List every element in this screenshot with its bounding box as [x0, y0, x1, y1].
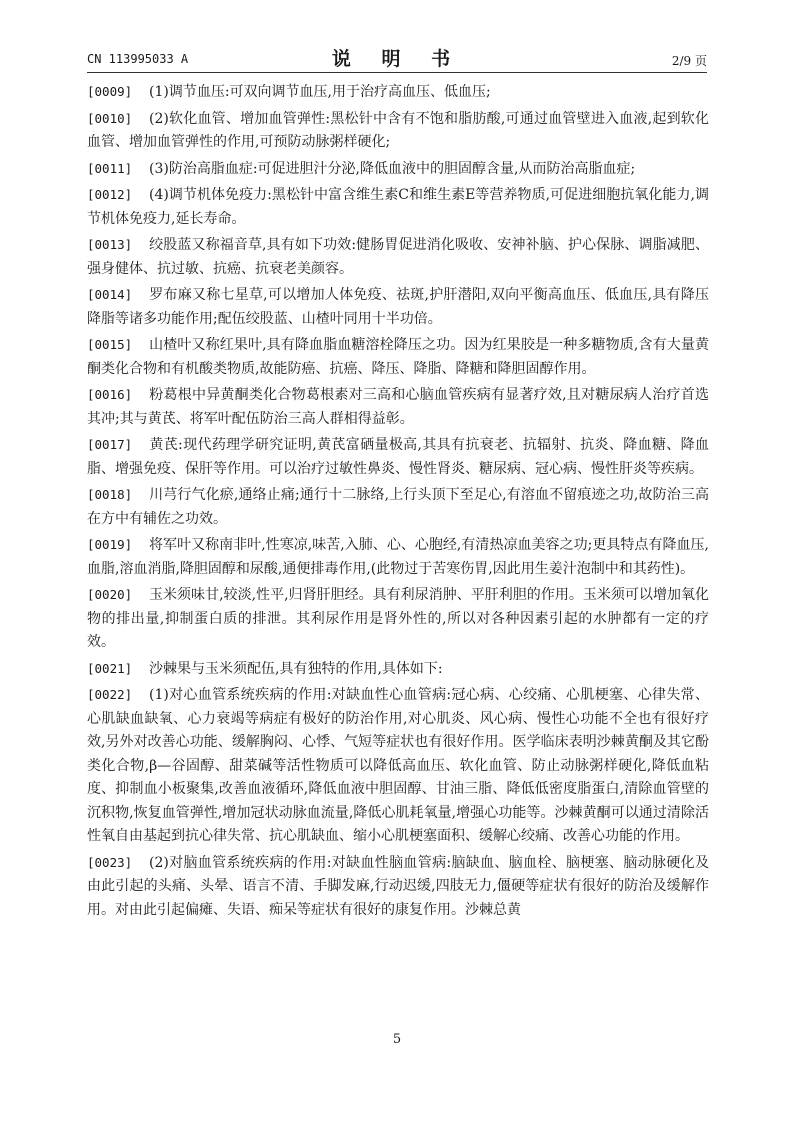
page-number: 5: [392, 1032, 402, 1047]
paragraph: [87, 583, 709, 655]
paragraph: [87, 283, 709, 331]
paragraph-text: 黄芪:现代药理学研究证明,黄芪富硒量极高,其具有抗衰老、抗辐射、抗炎、降血糖、降血脂、增强免疫、保肝等作用。可以治疗过敏性鼻炎、慢性肾炎、糖尿病、冠心病、慢性肝炎等疾病。: [87, 437, 709, 477]
document-number: CN 113995033 A: [87, 52, 189, 66]
paragraph-number: [0022]: [87, 687, 133, 702]
paragraph-text: 玉米须味甘,较淡,性平,归肾肝胆经。具有利尿消肿、平肝利胆的作用。玉米须可以增加氧化物的排出量,抑制蛋白质的排泄。其利尿作用是肾外性的,所以对各种因素引起的水肿都有一定的疗效。: [87, 587, 709, 650]
paragraph-text: 粉葛根中异黄酮类化合物葛根素对三高和心脑血管疾病有显著疗效,且对糖尿病人治疗首选其冲;其与黄芪、将军叶配伍防治三高人群相得益彰。: [87, 387, 709, 427]
paragraph: [87, 107, 709, 155]
paragraph-number: [0015]: [87, 337, 133, 352]
paragraph-text: 绞股蓝又称福音草,具有如下功效:健肠胃促进消化吸收、安神补脑、护心保脉、调脂减肥、强身健体、抗过敏、抗癌、抗衰老美颜容。: [87, 237, 709, 277]
paragraph: [87, 433, 709, 481]
paragraph: [87, 851, 709, 923]
paragraph: [87, 183, 709, 231]
paragraph-text: (3)防治高脂血症:可促进胆汁分泌,降低血液中的胆固醇含量,从而防治高脂血症;: [149, 160, 636, 177]
document-title: 说 明 书: [331, 48, 463, 70]
paragraph: [87, 333, 709, 381]
paragraph: [87, 80, 709, 105]
document-body: [87, 80, 709, 924]
paragraph-text: 将军叶又称南非叶,性寒凉,味苦,入肺、心、心胞经,有清热凉血美容之功;更具特点有降血压,血脂,溶血消脂,降胆固醇和尿酸,通便排毒作用,(此物过于苦寒伤胃,因此用生姜汁泡制中和其药性)。: [87, 537, 709, 577]
paragraph: [87, 657, 709, 682]
paragraph-number: [0014]: [87, 287, 133, 302]
page-header: [87, 44, 707, 70]
paragraph-number: [0019]: [87, 537, 133, 552]
paragraph: [87, 157, 709, 182]
paragraph-text: 沙棘果与玉米须配伍,具有独特的作用,具体如下:: [149, 660, 443, 677]
paragraph-number: [0016]: [87, 387, 133, 402]
paragraph-number: [0020]: [87, 587, 133, 602]
paragraph-text: 川芎行气化瘀,通络止痛;通行十二脉络,上行头顶下至足心,有溶血不留痕迹之功,故防治三高在方中有辅佐之功效。: [87, 487, 709, 527]
paragraph-text: (1)对心血管系统疾病的作用:对缺血性心血管病:冠心病、心绞痛、心肌梗塞、心律失常、心肌缺血缺氧、心力衰竭等病症有极好的防治作用,对心肌炎、风心病、慢性心功能不全也有很好疗效,另外对改善心功能、缓解胸闷、心悸、气短等症状也有很好作用。医学临床表明沙棘黄酮及其它酚类化合物,β—谷固醇、甜菜碱等活性物质可以降低高血压、软化血管、防止动脉粥样硬化,降低血粘度、抑制血小板聚集,改善血液循环,降低血液中胆固醇、甘油三脂、降低低密度脂蛋白,清除血管壁的沉积物,恢复血管弹性,增加冠状动脉血流量,降低心肌耗氧量,增强心功能等。沙棘黄酮可以通过清除活性氧自由基起到抗心律失常、抗心肌缺血、缩小心肌梗塞面积、缓解心绞痛、改善心功能的作用。: [87, 687, 709, 844]
paragraph-text: (2)软化血管、增加血管弹性:黑松针中含有不饱和脂肪酸,可通过血管壁进入血液,起到软化血管、增加血管弹性的作用,可预防动脉粥样硬化;: [87, 110, 709, 150]
paragraph: [87, 483, 709, 531]
paragraph-text: (2)对脑血管系统疾病的作用:对缺血性脑血管病:脑缺血、脑血栓、脑梗塞、脑动脉硬化及由此引起的头痛、头晕、语言不清、手脚发麻,行动迟缓,四肢无力,僵硬等症状有很好的防治及缓解作用。对由此引起偏瘫、失语、痴呆等症状有很好的康复作用。沙棘总黄: [87, 854, 709, 918]
paragraph-text: 山楂叶又称红果叶,具有降血脂血糖溶栓降压之功。因为红果胶是一种多糖物质,含有大量黄酮类化合物和有机酸类物质,故能防癌、抗癌、降压、降脂、降糖和降胆固醇作用。: [87, 337, 709, 377]
paragraph-number: [0021]: [87, 660, 133, 676]
paragraph-number: [0010]: [87, 110, 133, 126]
page-indicator: 2/9 页: [671, 54, 707, 68]
header-rule: [87, 72, 707, 73]
paragraph-number: [0011]: [87, 160, 133, 176]
paragraph: [87, 683, 709, 849]
paragraph-number: [0012]: [87, 187, 133, 202]
paragraph-text: 罗布麻又称七星草,可以增加人体免疫、祛斑,护肝潜阳,双向平衡高血压、低血压,具有降压降脂等诸多功能作用;配伍绞股蓝、山楂叶同用十半功倍。: [87, 287, 709, 327]
paragraph-number: [0023]: [87, 854, 133, 870]
paragraph-number: [0018]: [87, 487, 133, 502]
paragraph-text: (1)调节血压:可双向调节血压,用于治疗高血压、低血压;: [149, 84, 491, 100]
paragraph-number: [0017]: [87, 437, 133, 452]
paragraph-text: (4)调节机体免疫力:黑松针中富含维生素C和维生素E等营养物质,可促进细胞抗氧化能力,调节机体免疫力,延长寿命。: [87, 187, 709, 227]
paragraph: [87, 233, 709, 281]
paragraph: [87, 383, 709, 431]
paragraph-number: [0009]: [87, 84, 133, 99]
paragraph-number: [0013]: [87, 237, 133, 252]
paragraph: [87, 533, 709, 581]
